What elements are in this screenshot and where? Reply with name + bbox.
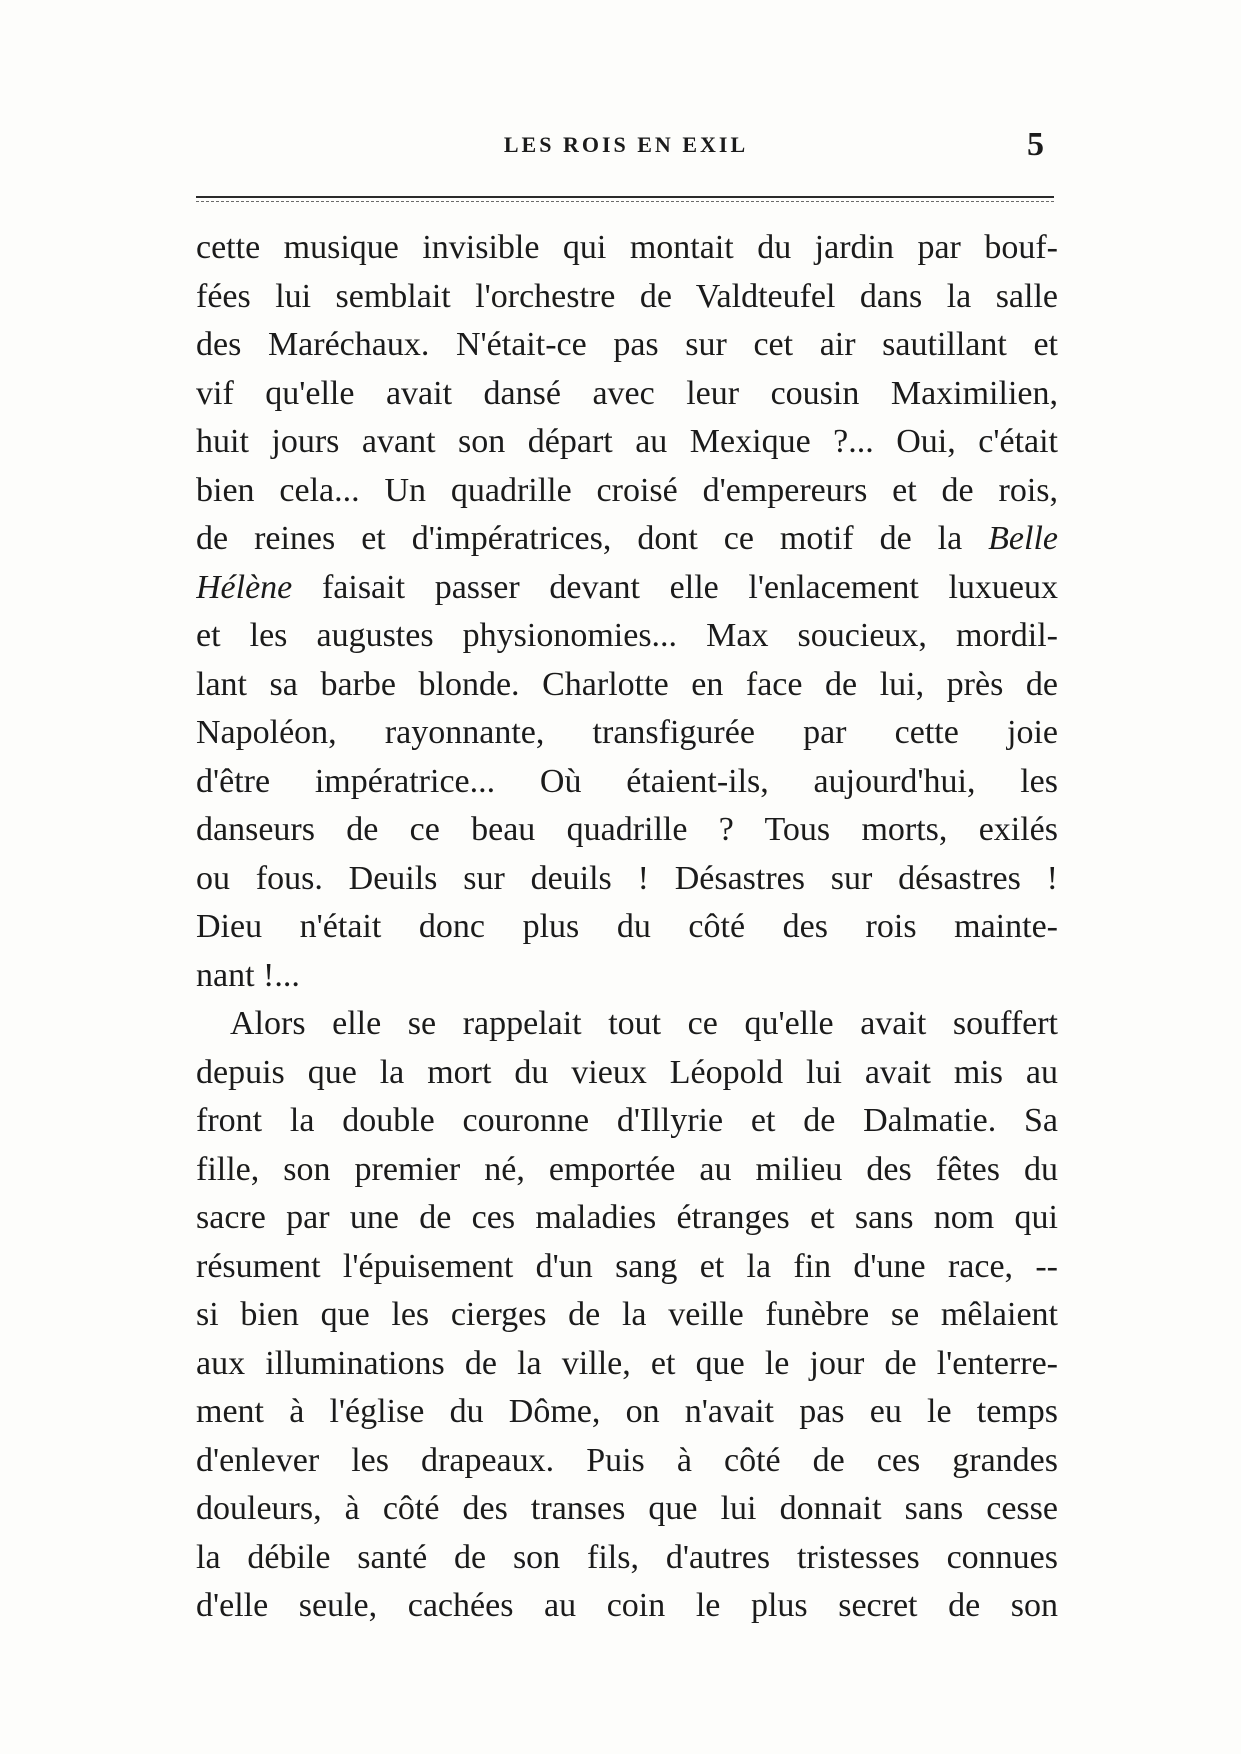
text-line: fées lui semblait l'orchestre de Valdteufel dans la salle bbox=[196, 277, 1058, 315]
text-line: ment à l'église du Dôme, on n'avait pas eu le temps bbox=[196, 1393, 1058, 1430]
text-line: front la double couronne d'Illyrie et de Dalmatie. Sa bbox=[196, 1102, 1058, 1139]
text-line: d'enlever les drapeaux. Puis à côté de ces grandes bbox=[196, 1441, 1058, 1479]
page-number: 5 bbox=[1027, 126, 1044, 163]
text-line: de reines et d'impératrices, dont ce motif de la Belle bbox=[196, 520, 1058, 557]
text-line: Napoléon, rayonnante, transfigurée par cette joie bbox=[196, 714, 1058, 751]
header-rule bbox=[196, 196, 1054, 202]
text-line: si bien que les cierges de la veille funèbre se mêlaient bbox=[196, 1296, 1058, 1333]
page-header bbox=[196, 128, 1056, 168]
italic-title: Belle bbox=[988, 520, 1058, 557]
text-line: Alors elle se rappelait tout ce qu'elle avait souffert bbox=[230, 1005, 1058, 1042]
text-line: douleurs, à côté des transes que lui donnait sans cesse bbox=[196, 1490, 1058, 1527]
text-line: d'elle seule, cachées au coin le plus secret de son bbox=[196, 1587, 1058, 1624]
text-line: depuis que la mort du vieux Léopold lui avait mis au bbox=[196, 1053, 1058, 1091]
running-title: LES ROIS EN EXIL bbox=[503, 132, 749, 157]
text-line: d'être impératrice... Où étaient-ils, aujourd'hui, les bbox=[196, 762, 1058, 800]
text-line: fille, son premier né, emportée au milieu des fêtes du bbox=[196, 1150, 1058, 1188]
text-line: sacre par une de ces maladies étranges et sans nom qui bbox=[196, 1199, 1058, 1236]
text-line: ou fous. Deuils sur deuils ! Désastres sur désastres ! bbox=[196, 859, 1058, 897]
text-line: danseurs de ce beau quadrille ? Tous morts, exilés bbox=[196, 811, 1058, 848]
text-line: nant !... bbox=[196, 956, 300, 994]
text-line: Dieu n'était donc plus du côté des rois mainte- bbox=[196, 908, 1058, 945]
text-line: résument l'épuisement d'un sang et la fin d'une race, -- bbox=[196, 1247, 1058, 1285]
text-line: des Maréchaux. N'était-ce pas sur cet air sautillant et bbox=[196, 326, 1058, 363]
paragraph-1 bbox=[196, 224, 1058, 1000]
text-line: et les augustes physionomies... Max soucieux, mordil- bbox=[196, 617, 1058, 654]
text-line: Hélène faisait passer devant elle l'enlacement luxueux bbox=[196, 568, 1058, 606]
text-line: vif qu'elle avait dansé avec leur cousin Maximilien, bbox=[196, 374, 1058, 412]
body-text bbox=[196, 224, 1058, 1631]
paragraph-2 bbox=[196, 1000, 1058, 1631]
text-line: bien cela... Un quadrille croisé d'empereurs et de rois, bbox=[196, 471, 1058, 509]
text-line: lant sa barbe blonde. Charlotte en face de lui, près de bbox=[196, 665, 1058, 703]
text-line: cette musique invisible qui montait du jardin par bouf- bbox=[196, 229, 1058, 266]
text-line: huit jours avant son départ au Mexique ?... Oui, c'était bbox=[196, 423, 1058, 460]
italic-title: Hélène bbox=[196, 568, 293, 606]
text-line: aux illuminations de la ville, et que le jour de l'enterre- bbox=[196, 1344, 1058, 1382]
text-line: la débile santé de son fils, d'autres tristesses connues bbox=[196, 1538, 1058, 1576]
